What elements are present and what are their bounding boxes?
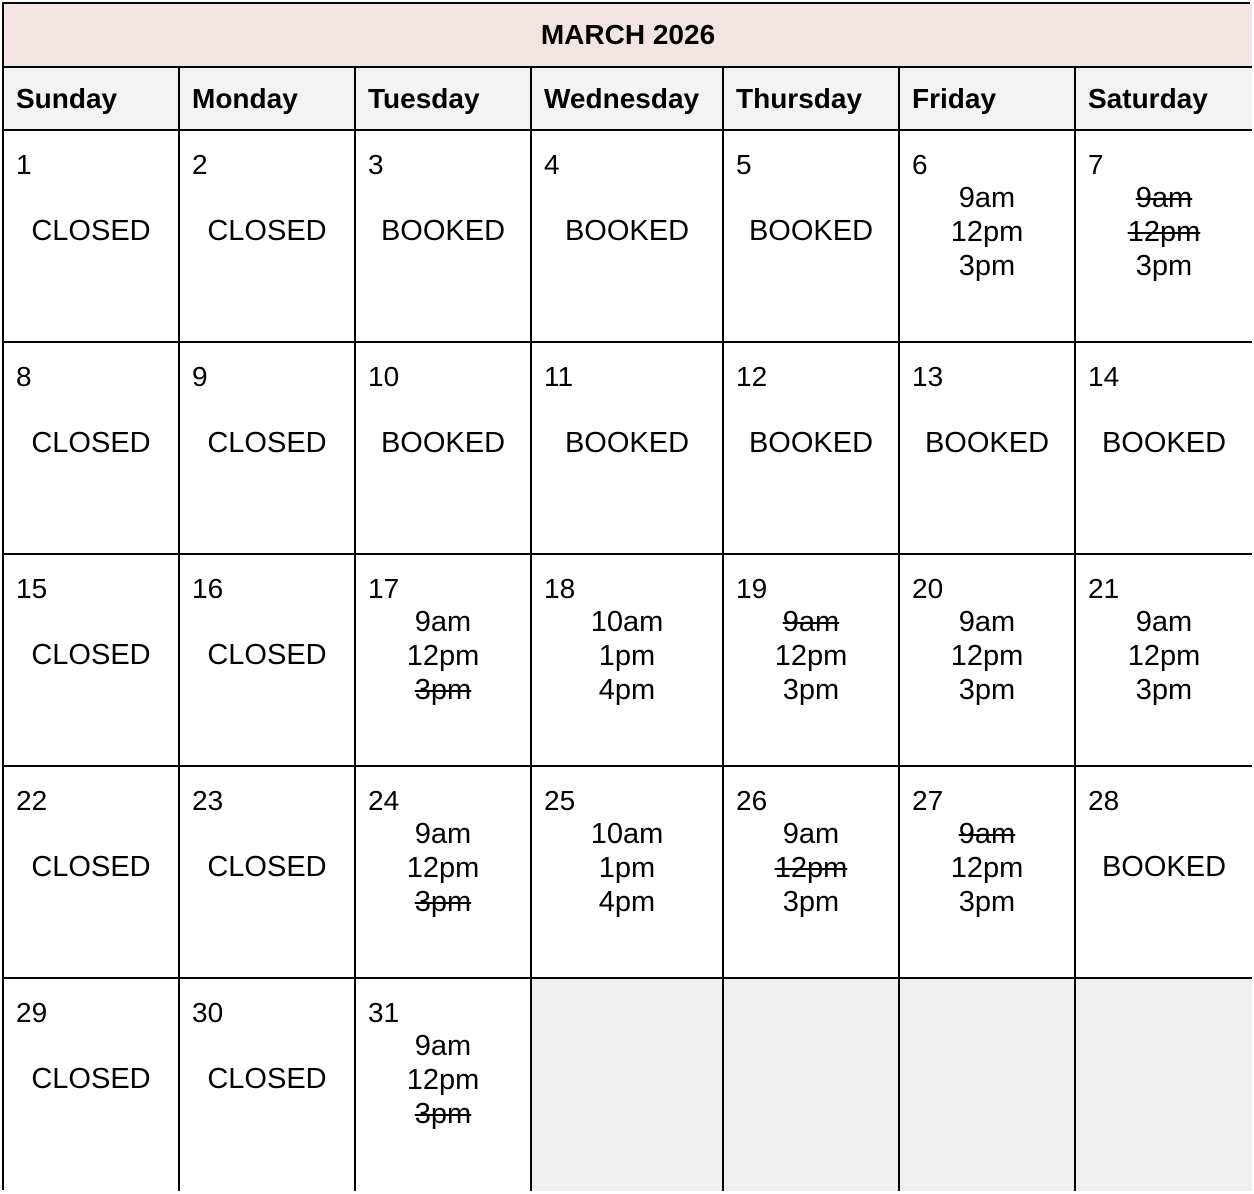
time-slot-unavailable: 12pm (1127, 216, 1201, 248)
date-number: 5 (736, 149, 752, 180)
date-number: 22 (16, 785, 48, 816)
time-slot[interactable]: 12pm (950, 640, 1024, 672)
day-cell-28[interactable] (1076, 767, 1252, 979)
day-cell-27[interactable] (900, 767, 1076, 979)
date-number: 19 (736, 573, 768, 604)
day-cell-17[interactable] (356, 555, 532, 767)
time-slot-list (1076, 181, 1252, 283)
date-number: 16 (192, 573, 224, 604)
empty-day-cell (532, 979, 724, 1191)
date-number: 21 (1088, 573, 1120, 604)
weekday-header-thursday: Thursday (724, 68, 900, 131)
day-status: CLOSED (207, 1063, 327, 1095)
day-status: BOOKED (748, 427, 874, 459)
date-number: 29 (16, 997, 48, 1028)
time-slot[interactable]: 9am (958, 182, 1016, 214)
day-cell-24[interactable] (356, 767, 532, 979)
day-status: BOOKED (564, 215, 690, 247)
date-number: 28 (1088, 785, 1120, 816)
day-cell-29[interactable] (4, 979, 180, 1191)
date-number: 7 (1088, 149, 1104, 180)
date-number: 30 (192, 997, 224, 1028)
date-number: 20 (912, 573, 944, 604)
weekday-header-tuesday: Tuesday (356, 68, 532, 131)
date-number: 11 (544, 361, 574, 392)
date-number: 2 (192, 149, 208, 180)
day-status: BOOKED (1101, 427, 1227, 459)
time-slot[interactable]: 12pm (774, 640, 848, 672)
day-cell-12[interactable] (724, 343, 900, 555)
time-slot-list (900, 817, 1074, 919)
time-slot[interactable]: 12pm (406, 852, 480, 884)
date-number: 10 (368, 361, 400, 392)
time-slot[interactable]: 4pm (598, 674, 656, 706)
calendar-title: MARCH 2026 (4, 4, 1252, 68)
day-status: BOOKED (380, 215, 506, 247)
time-slot[interactable]: 12pm (406, 1064, 480, 1096)
date-number: 18 (544, 573, 576, 604)
calendar-grid (2, 2, 1250, 1190)
day-status: CLOSED (207, 639, 327, 671)
day-status: CLOSED (31, 639, 151, 671)
date-number: 13 (912, 361, 944, 392)
day-cell-23[interactable] (180, 767, 356, 979)
day-cell-20[interactable] (900, 555, 1076, 767)
date-number: 25 (544, 785, 576, 816)
time-slot-unavailable: 3pm (414, 886, 472, 918)
date-number: 8 (16, 361, 32, 392)
time-slot-unavailable: 9am (1135, 182, 1193, 214)
date-number: 27 (912, 785, 944, 816)
time-slot-unavailable: 12pm (774, 852, 848, 884)
time-slot[interactable]: 9am (782, 818, 840, 850)
day-cell-7[interactable] (1076, 131, 1252, 343)
time-slot[interactable]: 12pm (1127, 640, 1201, 672)
time-slot[interactable]: 9am (414, 606, 472, 638)
empty-day-cell (1076, 979, 1252, 1191)
time-slot[interactable]: 3pm (1135, 250, 1193, 282)
time-slot-list (900, 605, 1074, 707)
time-slot[interactable]: 9am (414, 1030, 472, 1062)
day-status: BOOKED (748, 215, 874, 247)
day-status: BOOKED (924, 427, 1050, 459)
weekday-header-monday: Monday (180, 68, 356, 131)
time-slot[interactable]: 3pm (1135, 674, 1193, 706)
day-cell-1[interactable] (4, 131, 180, 343)
time-slot[interactable]: 12pm (950, 852, 1024, 884)
weekday-header-wednesday: Wednesday (532, 68, 724, 131)
time-slot[interactable]: 3pm (958, 250, 1016, 282)
time-slot[interactable]: 9am (1135, 606, 1193, 638)
day-status: BOOKED (564, 427, 690, 459)
day-cell-6[interactable] (900, 131, 1076, 343)
time-slot-list (532, 817, 722, 919)
date-number: 12 (736, 361, 768, 392)
time-slot[interactable]: 12pm (950, 216, 1024, 248)
time-slot-unavailable: 9am (958, 818, 1016, 850)
date-number: 23 (192, 785, 224, 816)
date-number: 4 (544, 149, 560, 180)
day-cell-21[interactable] (1076, 555, 1252, 767)
day-cell-16[interactable] (180, 555, 356, 767)
time-slot-list (532, 605, 722, 707)
weekday-header-saturday: Saturday (1076, 68, 1252, 131)
date-number: 31 (368, 997, 400, 1028)
day-cell-13[interactable] (900, 343, 1076, 555)
day-status: CLOSED (31, 427, 151, 459)
empty-day-cell (900, 979, 1076, 1191)
date-number: 14 (1088, 361, 1120, 392)
day-cell-15[interactable] (4, 555, 180, 767)
empty-day-cell (724, 979, 900, 1191)
time-slot-unavailable: 3pm (414, 674, 472, 706)
day-status: CLOSED (31, 1063, 151, 1095)
day-cell-10[interactable] (356, 343, 532, 555)
day-cell-26[interactable] (724, 767, 900, 979)
weekday-header-friday: Friday (900, 68, 1076, 131)
day-cell-8[interactable] (4, 343, 180, 555)
day-cell-22[interactable] (4, 767, 180, 979)
date-number: 26 (736, 785, 768, 816)
time-slot-unavailable: 3pm (414, 1098, 472, 1130)
day-status: CLOSED (207, 851, 327, 883)
day-cell-9[interactable] (180, 343, 356, 555)
day-status: CLOSED (31, 215, 151, 247)
date-number: 9 (192, 361, 208, 392)
day-cell-3[interactable] (356, 131, 532, 343)
date-number: 17 (368, 573, 400, 604)
day-cell-25[interactable] (532, 767, 724, 979)
day-status: BOOKED (380, 427, 506, 459)
day-status: BOOKED (1101, 851, 1227, 883)
day-cell-19[interactable] (724, 555, 900, 767)
time-slot[interactable]: 4pm (598, 886, 656, 918)
time-slot[interactable]: 9am (958, 606, 1016, 638)
time-slot[interactable]: 12pm (406, 640, 480, 672)
date-number: 1 (16, 149, 32, 180)
time-slot-list (724, 605, 898, 707)
time-slot-unavailable: 9am (782, 606, 840, 638)
date-number: 24 (368, 785, 400, 816)
day-status: CLOSED (207, 427, 327, 459)
time-slot[interactable]: 3pm (958, 674, 1016, 706)
day-cell-4[interactable] (532, 131, 724, 343)
time-slot-list (356, 817, 530, 919)
day-status: CLOSED (207, 215, 327, 247)
time-slot-list (356, 605, 530, 707)
time-slot[interactable]: 9am (414, 818, 472, 850)
time-slot-list (1076, 605, 1252, 707)
day-cell-30[interactable] (180, 979, 356, 1191)
time-slot[interactable]: 3pm (782, 674, 840, 706)
date-number: 15 (16, 573, 48, 604)
time-slot[interactable]: 10am (590, 606, 664, 638)
day-cell-11[interactable] (532, 343, 724, 555)
time-slot[interactable]: 1pm (598, 852, 656, 884)
day-cell-14[interactable] (1076, 343, 1252, 555)
time-slot[interactable]: 1pm (598, 640, 656, 672)
date-number: 6 (912, 149, 928, 180)
day-status: CLOSED (31, 851, 151, 883)
time-slot-list (900, 181, 1074, 283)
date-number: 3 (368, 149, 384, 180)
time-slot[interactable]: 10am (590, 818, 664, 850)
day-cell-5[interactable] (724, 131, 900, 343)
time-slot[interactable]: 3pm (782, 886, 840, 918)
day-cell-18[interactable] (532, 555, 724, 767)
weekday-header-sunday: Sunday (4, 68, 180, 131)
time-slot-list (356, 1029, 530, 1131)
time-slot[interactable]: 3pm (958, 886, 1016, 918)
day-cell-31[interactable] (356, 979, 532, 1191)
time-slot-list (724, 817, 898, 919)
day-cell-2[interactable] (180, 131, 356, 343)
